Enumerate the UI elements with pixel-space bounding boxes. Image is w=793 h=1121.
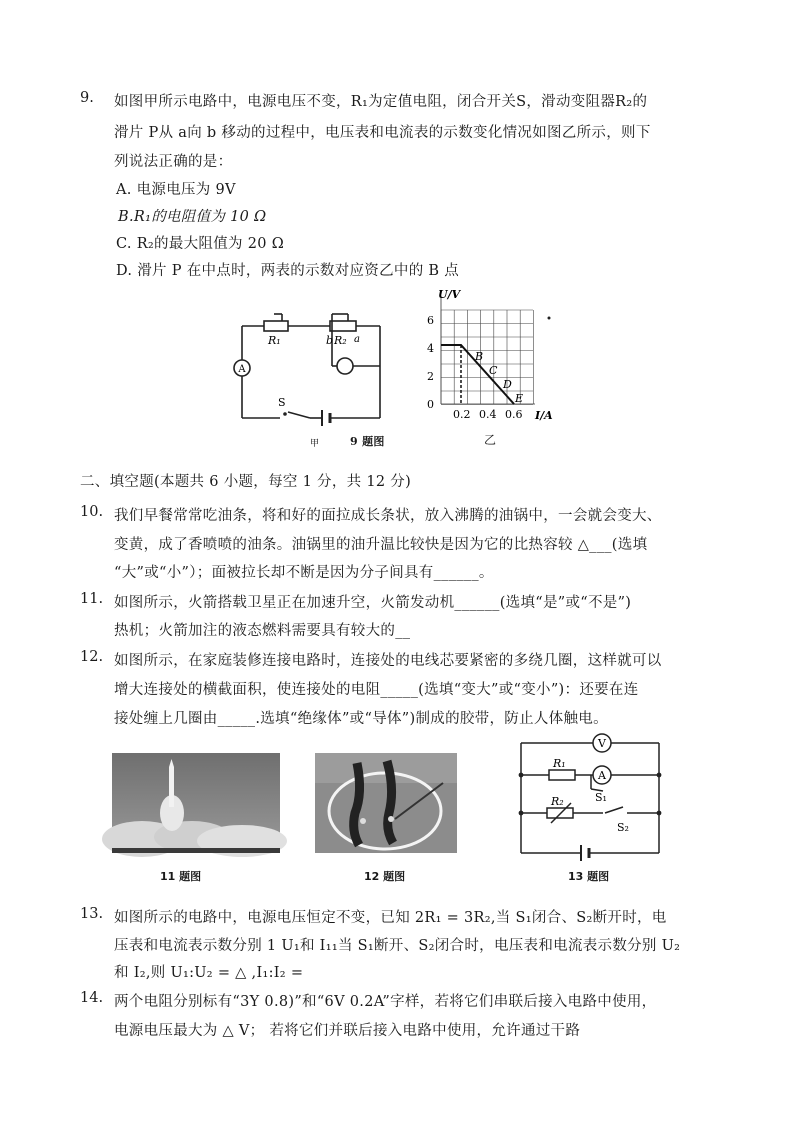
q11-text-line1: 如图所示，火箭搭载卫星正在加速升空，火箭发动机______(选填“是”或“不是”)	[114, 595, 632, 611]
voltmeter-label: V	[598, 737, 606, 750]
ytick-6: 6	[427, 314, 434, 327]
q14-number: 14.	[80, 990, 104, 1006]
ammeter-label: A	[238, 364, 246, 375]
q9-option-d: D. 滑片 P 在中点时，两表的示数对应资乙中的 B 点	[116, 263, 460, 279]
q9-u-i-graph	[415, 288, 555, 428]
switch-s-label: S	[278, 396, 286, 409]
r2-label-13: R₂	[551, 795, 564, 808]
q9-graph-caption: 乙	[484, 433, 497, 447]
rocket-launch-image	[112, 753, 280, 853]
xtick-0.4: 0.4	[479, 408, 497, 421]
q13-number: 13.	[80, 906, 104, 922]
ytick-4: 4	[427, 342, 434, 355]
point-b: B	[475, 350, 484, 363]
q12-text-line1: 如图所示，在家庭装修连接电路时，连接处的电线芯要紧密的多绕几圈，这样就可以	[114, 653, 662, 669]
s1-label-13: S₁	[595, 791, 607, 804]
q9-figure-caption: 9 题图	[350, 435, 385, 448]
r2-label: R₂	[334, 334, 347, 347]
q9-text-line2: 滑片 P从 a向 b 移动的过程中，电压表和电流表的示数变化情况如图乙所示，则下	[114, 125, 651, 141]
graph-ylabel: U/V	[438, 288, 461, 301]
b-label: b	[326, 334, 334, 347]
a-label: a	[354, 334, 360, 345]
ammeter-label-13: A	[598, 769, 606, 782]
q11-text-line2: 热机；火箭加注的液态燃料需要具有较大的__	[114, 623, 411, 639]
r1-label: R₁	[268, 334, 281, 347]
xtick-0.2: 0.2	[453, 408, 471, 421]
fig11-caption: 11 题图	[160, 870, 202, 883]
q11-number: 11.	[80, 591, 104, 607]
s2-label-13: S₂	[617, 821, 629, 834]
q9-number: 9.	[80, 90, 94, 106]
q9-circuit-caption: 甲	[310, 439, 320, 449]
q12-number: 12.	[80, 649, 104, 665]
point-c: C	[489, 364, 498, 377]
q10-number: 10.	[80, 504, 104, 520]
point-e: E	[515, 392, 524, 405]
xtick-0.6: 0.6	[505, 408, 523, 421]
q13-text-line2: 压表和电流表示数分别 1 U₁和 I₁₁当 S₁断开、S₂闭合时，电压表和电流表示数分别 U₂	[114, 938, 681, 954]
q12-text-line2: 增大连接处的横截面积，使连接处的电阻_____(选填“变大”或“变小”)：还要在连	[114, 682, 639, 698]
graph-xlabel: I/A	[535, 409, 553, 422]
q14-text-line1: 两个电阻分别标有“3Y 0.8)”和“6V 0.2A”字样，若将它们串联后接入电路中使用，	[114, 994, 657, 1010]
q14-text-line2: 电源电压最大为 △ V； 若将它们并联后接入电路中使用，允许通过干路	[114, 1023, 581, 1039]
point-d: D	[503, 378, 512, 391]
q10-text-line1: 我们早餐常常吃油条，将和好的面拉成长条状，放入沸腾的油锅中，一会就会变大、	[114, 508, 662, 524]
q9-option-b: B.R₁的电阻值为 10 Ω	[118, 209, 267, 225]
q9-option-c: C. R₂的最大阻值为 20 Ω	[116, 236, 285, 252]
wire-connection-image	[315, 753, 457, 853]
q9-option-a: A. 电源电压为 9V	[116, 182, 236, 198]
q13-circuit-diagram	[515, 733, 665, 863]
q13-text-line1: 如图所示的电路中，电源电压恒定不变，已知 2R₁ = 3R₂,当 S₁闭合、S₂断开时，电	[114, 910, 667, 926]
fig13-caption: 13 题图	[568, 870, 610, 883]
r1-label-13: R₁	[553, 757, 566, 770]
ytick-2: 2	[427, 370, 434, 383]
q9-text-line3: 列说法正确的是：	[114, 154, 233, 170]
q13-text-line3: 和 I₂,则 U₁:U₂ = △ ,I₁:I₂ =	[114, 965, 304, 981]
q12-text-line3: 接处缠上几圈由_____.选填“绝缘体”或“导体”)制成的胶带，防止人体触电。	[114, 711, 608, 727]
q10-text-line3: “大”或“小”）；面被拉长却不断是因为分子间具有______。	[114, 565, 494, 581]
ytick-0: 0	[427, 398, 434, 411]
fig12-caption: 12 题图	[364, 870, 406, 883]
q10-text-line2: 变黄，成了香喷喷的油条。油锅里的油升温比较快是因为它的比热容较 △___(选填	[114, 537, 648, 553]
q9-text-line1: 如图甲所示电路中，电源电压不变，R₁为定值电阻，闭合开关S，滑动变阻器R₂的	[114, 94, 648, 110]
section-2-title: 二、填空题(本题共 6 小题，每空 1 分，共 12 分)	[80, 474, 412, 490]
